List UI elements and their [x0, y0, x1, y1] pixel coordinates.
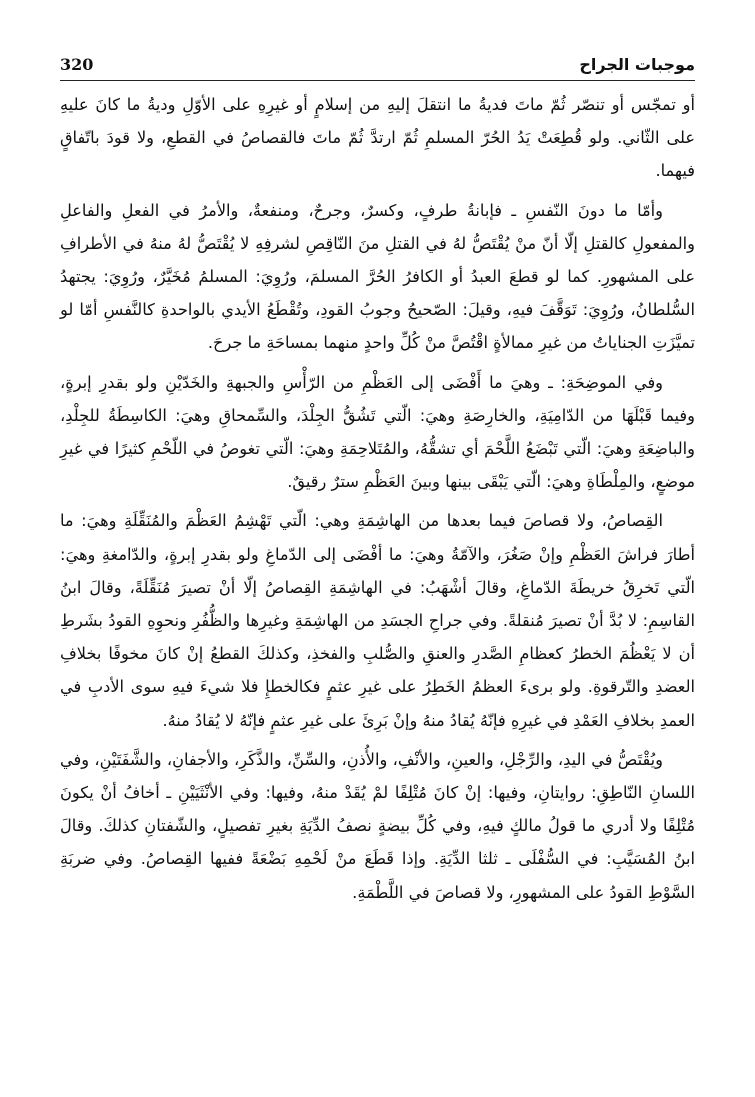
running-title: موجبات الجراح	[579, 55, 695, 74]
page-number: 320	[60, 55, 94, 74]
page-header	[60, 46, 695, 81]
paragraph-4: القِصاصُ، ولا قصاصَ فيما بعدها من الهاشِمَةِ وهي: الّتي تَهْشِمُ العَظْمَ والمُنَقِّلَةِ وهيَ: ما أطارَ فراشَ العَظْمِ وإنْ صَغُرَ، والآمّةُ وهيَ: ما أفْضَى إلى الدّماغِ ولو بقدرِ إبرةٍ، والدّامغةِ وهيَ: الّتي تَخرِقُ خريطَةَ الدّماغِ، وقالَ أشْهَبُ: في الهاشِمَةِ القِصاصُ إلّا أنْ تصيرَ مُنَقِّلَةً، وقالَ ابنُ القاسِمِ: لا بُدَّ أنْ تصيرَ مُنقلةً. وفي جراحِ الجسَدِ من الهاشِمَةِ وغيرِها والظُّفُرِ ونحوِهِ القودُ بشَرطِ أن لا يَعْظُمَ الخطرُ كعظامِ الصَّدرِ والعنقِ والصُّلبِ والفخذِ، وكذلكَ القطعُ إنْ كانَ مخوفًا بخلافِ العضدِ والتّرقوةِ. ولو برىءَ العظمُ الخَطِرُ على غيرِ عثمٍ فكالخطإِ فلا شيءَ فيهِ سوى الأدبِ في العمدِ بخلافِ العَمْدِ في غيرِهِ فإنّهُ يُقادُ منهُ وإنْ بَرِئَ على غيرِ عثمٍ فإنّهُ لا يُقادُ منهُ.	[60, 511, 695, 730]
paragraph-5: ويُقْتَصُّ في اليدِ، والرِّجْلِ، والعينِ، والأنْفِ، والأُذنِ، والسِّنِّ، والذَّكَرِ، والأجفانِ، والشَّفَتَيْنِ، وفي اللسانِ النّاطِقِ: روايتانِ، وفيها: إنْ كانَ مُتْلِفًا لمْ يُقَدْ منهُ، وفيها: وفي الأنْثَيَيْنِ ـ أخافُ أنْ يكونَ مُتْلِفًا ولا أدري ما قولُ مالكٍ فيهِ، وفي كُلِّ بيضةٍ نصفُ الدِّيَةِ بغيرِ تفصيلٍ، والشّفتانِ كذلكَ. وقالَ ابنُ المُسَيَّبِ: في السُّفْلَى ـ ثلثا الدِّيَةِ. وإذا قَطَعَ منْ لَحْمِهِ بَضْعَةً ففيها القِصاصُ. وفي ضربَةِ السَّوْطِ القودُ على المشهورِ، ولا قصاصَ في اللَّطْمَةِ.	[60, 749, 695, 902]
page-body	[60, 88, 695, 915]
paragraph-1: أو تمجّس أو تنصّر ثُمّ ماتَ فديةُ ما انتقلَ إليهِ من إسلامٍ أو غيرِهِ على الأوّلِ وديةُ ما كانَ عليهِ على الثّاني. ولو قُطِعَتْ يَدُ الحُرّ المسلمِ ثُمّ ارتدَّ ثُمّ ماتَ فالقصاصُ في القطعِ، ولا قودَ باتّفاقٍ فيهما.	[60, 95, 695, 181]
paragraph-3: وفي الموضِحَةِ: ـ وهيَ ما أَفْضَى إلى العَظْمِ من الرّأْسِ والجبهةِ والخَدّيْنِ ولو بقدرِ إبرةٍ، وفيما قَبْلَهَا من الدّامِيَةِ، والخارِصَةِ وهيَ: الّتي تَشُقُّ الجِلْدَ، والسِّمحاقِ وهيَ: الكاسِطَةُ للجِلْدِ، والباضِعَةِ وهيَ: الّتي تَبْضَعُ اللَّحْمَ أي تشقُّهُ، والمُتَلاحِمَةِ وهيَ: الّتي تغوصُ في اللّحْمِ كثيرًا في غيرِ موضعٍ، والمِلْطَاةِ وهيَ: الّتي يَبْقَى بينها وبينَ العَظْمِ سترٌ رقيقٌ.	[60, 372, 695, 492]
paragraph-2: وأمّا ما دونَ النّفسِ ـ فإبانةُ طرفٍ، وكسرٌ، وجرحٌ، ومنفعةٌ، والأمرُ في الفعلِ والفاعلِ والمفعولِ كالقتلِ إلّا أنّ منْ يُقْتَصُّ لهُ في القتلِ منَ النّاقِصِ لشرفِهِ لا يُقْتَصُّ لهُ منهُ في الأطرافِ على المشهورِ. كما لو قطعَ العبدُ أو الكافرُ الحُرَّ المسلمَ، ورُوِيَ: المسلمُ مُخَيَّرٌ، ورُوِيَ: يجتهدُ السُّلطانُ، ورُوِيَ: تَوَقَّفَ فيهِ، وقيلَ: الصّحيحُ وجوبُ القودِ، وتُقْطَعُ الأيدي بالواحدةِ كالنَّفسِ أمّا لو تميَّزَتِ الجناياتُ من غيرِ ممالأةٍ اقْتُصَّ منْ كُلِّ واحدٍ منهما بمساحَةِ ما جرحَ.	[60, 200, 695, 353]
